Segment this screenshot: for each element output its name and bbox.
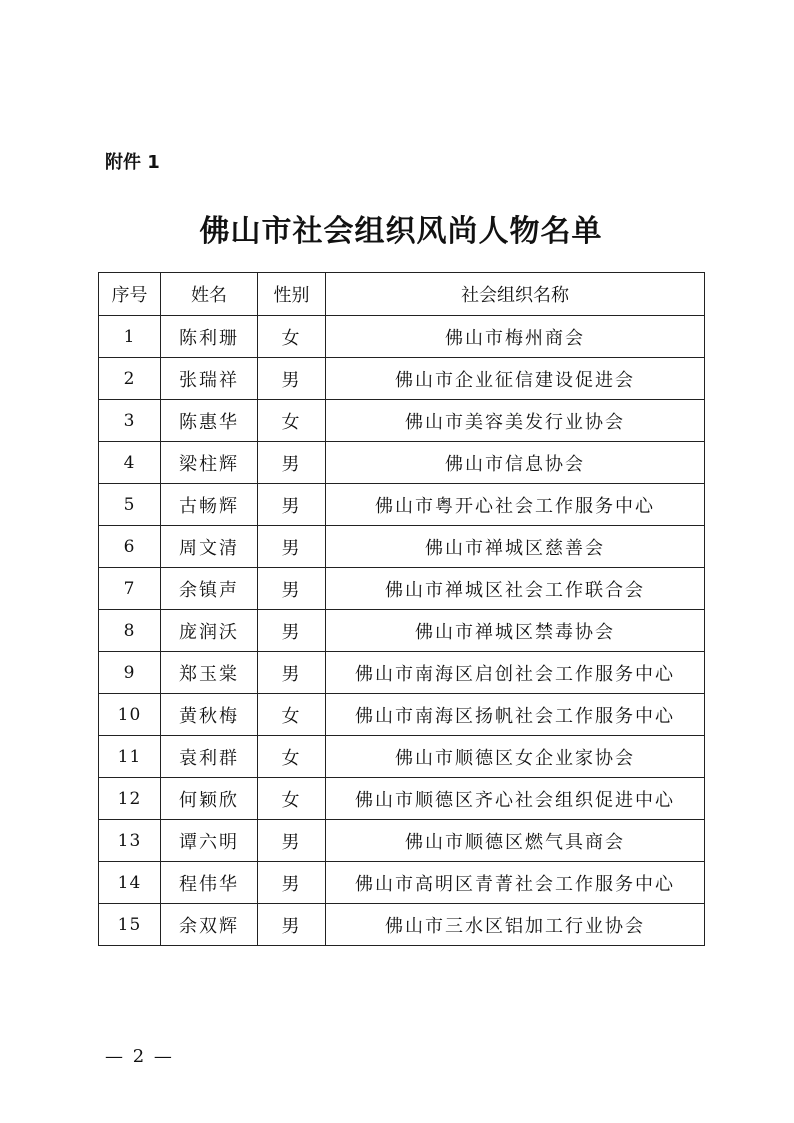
cell-gender: 男 <box>258 484 326 526</box>
cell-name: 余镇声 <box>161 568 258 610</box>
cell-seq: 8 <box>99 610 161 652</box>
cell-seq: 15 <box>99 904 161 946</box>
cell-org: 佛山市禅城区社会工作联合会 <box>326 568 705 610</box>
cell-seq: 7 <box>99 568 161 610</box>
cell-seq: 14 <box>99 862 161 904</box>
header-seq: 序号 <box>99 273 161 316</box>
cell-org: 佛山市顺德区女企业家协会 <box>326 736 705 778</box>
cell-name: 周文清 <box>161 526 258 568</box>
cell-org: 佛山市信息协会 <box>326 442 705 484</box>
cell-gender: 男 <box>258 526 326 568</box>
cell-seq: 3 <box>99 400 161 442</box>
table-row <box>99 778 705 820</box>
cell-seq: 4 <box>99 442 161 484</box>
cell-name: 庞润沃 <box>161 610 258 652</box>
cell-org: 佛山市高明区青菁社会工作服务中心 <box>326 862 705 904</box>
cell-name: 袁利群 <box>161 736 258 778</box>
table-header-row <box>99 273 705 316</box>
cell-name: 何颖欣 <box>161 778 258 820</box>
cell-org: 佛山市美容美发行业协会 <box>326 400 705 442</box>
cell-org: 佛山市禅城区禁毒协会 <box>326 610 705 652</box>
table-row <box>99 610 705 652</box>
cell-name: 陈惠华 <box>161 400 258 442</box>
cell-gender: 女 <box>258 400 326 442</box>
table-row <box>99 736 705 778</box>
table-row <box>99 904 705 946</box>
page-number: — 2 — <box>105 1046 174 1067</box>
table-body <box>99 316 705 946</box>
header-gender: 性别 <box>258 273 326 316</box>
cell-name: 陈利珊 <box>161 316 258 358</box>
cell-org: 佛山市顺德区燃气具商会 <box>326 820 705 862</box>
cell-seq: 6 <box>99 526 161 568</box>
cell-gender: 男 <box>258 442 326 484</box>
cell-name: 程伟华 <box>161 862 258 904</box>
cell-name: 余双辉 <box>161 904 258 946</box>
cell-gender: 男 <box>258 820 326 862</box>
cell-seq: 9 <box>99 652 161 694</box>
cell-gender: 女 <box>258 778 326 820</box>
cell-seq: 2 <box>99 358 161 400</box>
cell-org: 佛山市三水区铝加工行业协会 <box>326 904 705 946</box>
cell-gender: 女 <box>258 736 326 778</box>
table-row <box>99 400 705 442</box>
cell-gender: 女 <box>258 694 326 736</box>
cell-name: 谭六明 <box>161 820 258 862</box>
table-row <box>99 652 705 694</box>
cell-name: 梁柱辉 <box>161 442 258 484</box>
cell-gender: 男 <box>258 904 326 946</box>
cell-gender: 男 <box>258 610 326 652</box>
cell-org: 佛山市南海区启创社会工作服务中心 <box>326 652 705 694</box>
cell-seq: 13 <box>99 820 161 862</box>
cell-gender: 男 <box>258 652 326 694</box>
table-row <box>99 526 705 568</box>
cell-org: 佛山市企业征信建设促进会 <box>326 358 705 400</box>
cell-org: 佛山市梅州商会 <box>326 316 705 358</box>
table-row <box>99 484 705 526</box>
cell-name: 郑玉棠 <box>161 652 258 694</box>
cell-name: 黄秋梅 <box>161 694 258 736</box>
table-row <box>99 568 705 610</box>
cell-seq: 1 <box>99 316 161 358</box>
cell-org: 佛山市南海区扬帆社会工作服务中心 <box>326 694 705 736</box>
cell-seq: 10 <box>99 694 161 736</box>
cell-gender: 男 <box>258 862 326 904</box>
table-row <box>99 862 705 904</box>
cell-gender: 女 <box>258 316 326 358</box>
attachment-label: 附件 1 <box>105 152 160 173</box>
cell-org: 佛山市顺德区齐心社会组织促进中心 <box>326 778 705 820</box>
table-row <box>99 316 705 358</box>
table-row <box>99 442 705 484</box>
document-title: 佛山市社会组织风尚人物名单 <box>199 214 603 249</box>
table-row <box>99 358 705 400</box>
header-name: 姓名 <box>161 273 258 316</box>
header-org: 社会组织名称 <box>326 273 705 316</box>
cell-name: 张瑞祥 <box>161 358 258 400</box>
table-row <box>99 820 705 862</box>
cell-org: 佛山市粤开心社会工作服务中心 <box>326 484 705 526</box>
cell-seq: 12 <box>99 778 161 820</box>
cell-gender: 男 <box>258 568 326 610</box>
cell-name: 古畅辉 <box>161 484 258 526</box>
table-row <box>99 694 705 736</box>
cell-gender: 男 <box>258 358 326 400</box>
cell-org: 佛山市禅城区慈善会 <box>326 526 705 568</box>
honoree-table <box>98 272 705 946</box>
cell-seq: 5 <box>99 484 161 526</box>
cell-seq: 11 <box>99 736 161 778</box>
